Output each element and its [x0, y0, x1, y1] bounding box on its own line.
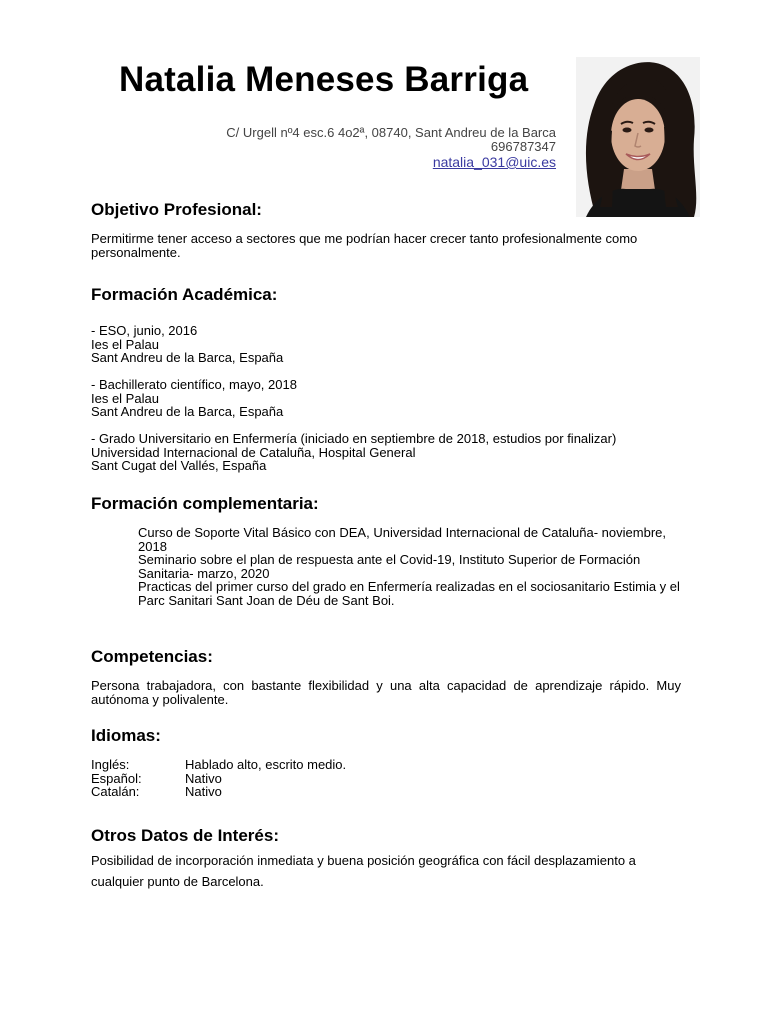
email-link[interactable]: natalia_031@uic.es [432, 154, 556, 170]
competencias-text: Persona trabajadora, con bastante flexibilidad y una alta capacidad de aprendizaje rápido. Muy autónoma y polivalente. [91, 678, 681, 707]
otros-text: Posibilidad de incorporación inmediata y buena posición geográfica con fácil desplazamiento a cualquier punto de Barcelona. [91, 853, 636, 889]
candidate-name: Natalia Meneses Barriga [119, 60, 529, 99]
language-row [91, 758, 346, 772]
language-level: Nativo [185, 770, 222, 786]
language-row [91, 785, 222, 799]
heading-idiomas: Idiomas: [91, 726, 161, 745]
formacion-line: - Bachillerato científico, mayo, 2018 [91, 377, 297, 392]
formacion-line: - Grado Universitario en Enfermería (iniciado en septiembre de 2018, estudios por finalizar) [91, 431, 617, 446]
language-name: Español: [91, 770, 142, 786]
list-item: Practicas del primer curso del grado en Enfermería realizadas en el sociosanitario Estimia y el Parc Sanitari Sant Joan de Déu de Sant Boi. [138, 579, 680, 608]
formacion-line: Ies el Palau [91, 336, 159, 352]
formacion-line: Sant Andreu de la Barca, España [91, 350, 284, 365]
language-row [91, 772, 222, 786]
complementaria-list [138, 526, 683, 607]
formacion-line: Universidad Internacional de Cataluña, Hospital General [91, 444, 416, 460]
address: C/ Urgell nº4 esc.6 4o2ª, 08740, Sant Andreu de la Barca [226, 125, 556, 140]
language-name: Catalán: [91, 784, 140, 799]
language-level: Nativo [185, 784, 222, 799]
objetivo-text: Permitirme tener acceso a sectores que me podrían hacer crecer tanto profesionalmente como personalmente. [91, 231, 638, 260]
formacion-line: Ies el Palau [91, 390, 159, 406]
formacion-item [91, 324, 283, 365]
language-name: Inglés: [91, 757, 130, 772]
heading-formacion: Formación Académica: [91, 285, 278, 304]
heading-objetivo: Objetivo Profesional: [91, 200, 262, 219]
heading-complementaria: Formación complementaria: [91, 494, 319, 513]
formacion-item [91, 432, 616, 473]
formacion-line: Sant Andreu de la Barca, España [91, 404, 284, 419]
profile-photo [576, 57, 700, 217]
formacion-item [91, 378, 297, 419]
contact-block [226, 126, 556, 170]
portrait-image [576, 57, 700, 217]
heading-competencias: Competencias: [91, 647, 213, 666]
phone: 696787347 [490, 139, 556, 154]
heading-otros: Otros Datos de Interés: [91, 826, 279, 845]
formacion-line: Sant Cugat del Vallés, España [91, 458, 267, 473]
list-item: Seminario sobre el plan de respuesta ante el Covid-19, Instituto Superior de Formación Sanitaria- marzo, 2020 [138, 552, 641, 581]
formacion-line: - ESO, junio, 2016 [91, 323, 198, 338]
language-level: Hablado alto, escrito medio. [185, 757, 347, 772]
list-item: Curso de Soporte Vital Básico con DEA, Universidad Internacional de Cataluña- noviembre, 2018 [138, 525, 666, 554]
